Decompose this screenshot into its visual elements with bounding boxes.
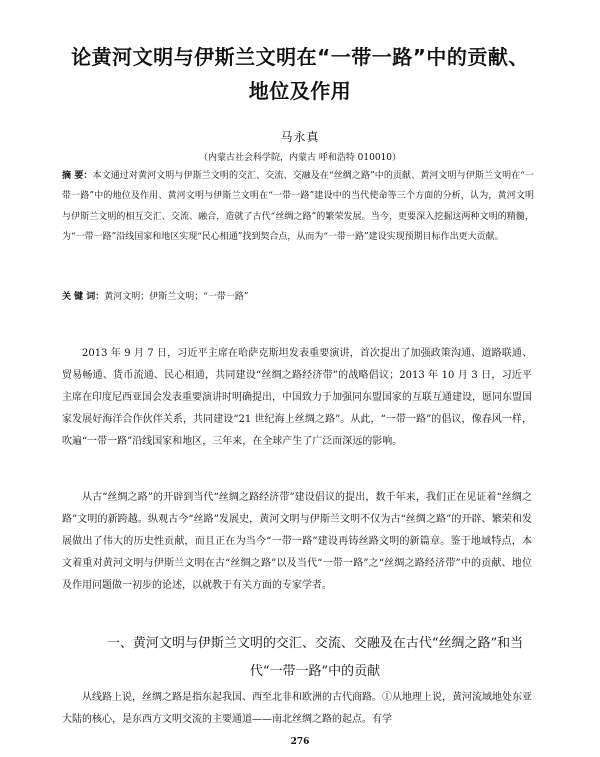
author-affiliation: （内蒙古社会科学院，内蒙古 呼和浩特 010010） bbox=[198, 153, 402, 163]
paper-title: 论黄河文明与伊斯兰文明在“一带一路”中的贡献、地位及作用 bbox=[71, 45, 529, 103]
section-heading: 一、黄河文明与伊斯兰文明的交汇、交流、交融及在古代“丝绸之路”和当代“一带一路”中的贡献 bbox=[106, 636, 524, 679]
abstract-text: 本文通过对黄河文明与伊斯兰文明的交汇、交流、交融及在“丝绸之路”中的贡献、黄河文明与伊斯兰文明在“一带一路”中的地位及作用、黄河文明与伊斯兰文明在“一带一路”建设中的当代使命等三个方面的分析，认为，黄河文明与伊斯兰文明的相互交汇、交流、融合，造就了古代“丝绸之路”的繁荣发展。当今，更要深入挖掘这两种文明的精髓，为“一带一路”沿线国家和地区实现“民心相通”找到契合点，从而为“一带一路”建设实现预期目标作出更大贡献。 bbox=[62, 171, 534, 242]
body-paragraph-2: 从古“丝绸之路”的开辟到当代“丝绸之路经济带”建设倡议的提出，数千年来，我们正在见证着“丝绸之路”文明的新跨越。纵观古今“丝路”发展史，黄河文明与伊斯兰文明不仅为古“丝绸之路”的开辟、繁荣和发展做出了伟大的历史性贡献，而且正在为当今“一带一路”建设再铸丝路文明的新篇章。鉴于地域特点，本文着重对黄河文明与伊斯兰文明在古“丝绸之路”以及当代“一带一路”之“丝绸之路经济带”中的贡献、地位及作用问题做一初步的论述，以就教于有关方面的专家学者。 bbox=[62, 492, 532, 591]
keywords bbox=[62, 289, 534, 305]
abstract-label: 摘 要： bbox=[62, 171, 93, 181]
author-name: 马永真 bbox=[280, 130, 320, 144]
abstract bbox=[62, 166, 534, 247]
body-paragraph-3: 从线路上说，丝绸之路是指东起我国、西至北非和欧洲的古代商路。①从地理上说，黄河流域地处东亚大陆的核心，是东西方文明交流的主要通道——南北丝绸之路的起点。有学 bbox=[62, 692, 532, 725]
keywords-label: 关 键 词： bbox=[62, 292, 105, 302]
keywords-text: 黄河文明；伊斯兰文明；“一带一路” bbox=[104, 292, 249, 302]
page-number: 276 bbox=[290, 737, 310, 747]
body-paragraph-1: 2013 年 9 月 7 日，习近平主席在哈萨克斯坦发表重要演讲，首次提出了加强政策沟通、道路联通、贸易畅通、货币流通、民心相通，共同建设“丝绸之路经济带”的战略倡议；2013 年 10 月 3 日，习近平主席在印度尼西亚国会发表重要演讲时明确提出，中国致力于加强同东盟国家的互联互通建设，愿同东盟国家发展好海洋合作伙伴关系，共同建设“21 世纪海上丝绸之路”。从此，“一带一路”的倡议，像春风一样，吹遍“一带一路”沿线国家和地区，三年来，在全球产生了广泛而深远的影响。 bbox=[62, 348, 532, 447]
